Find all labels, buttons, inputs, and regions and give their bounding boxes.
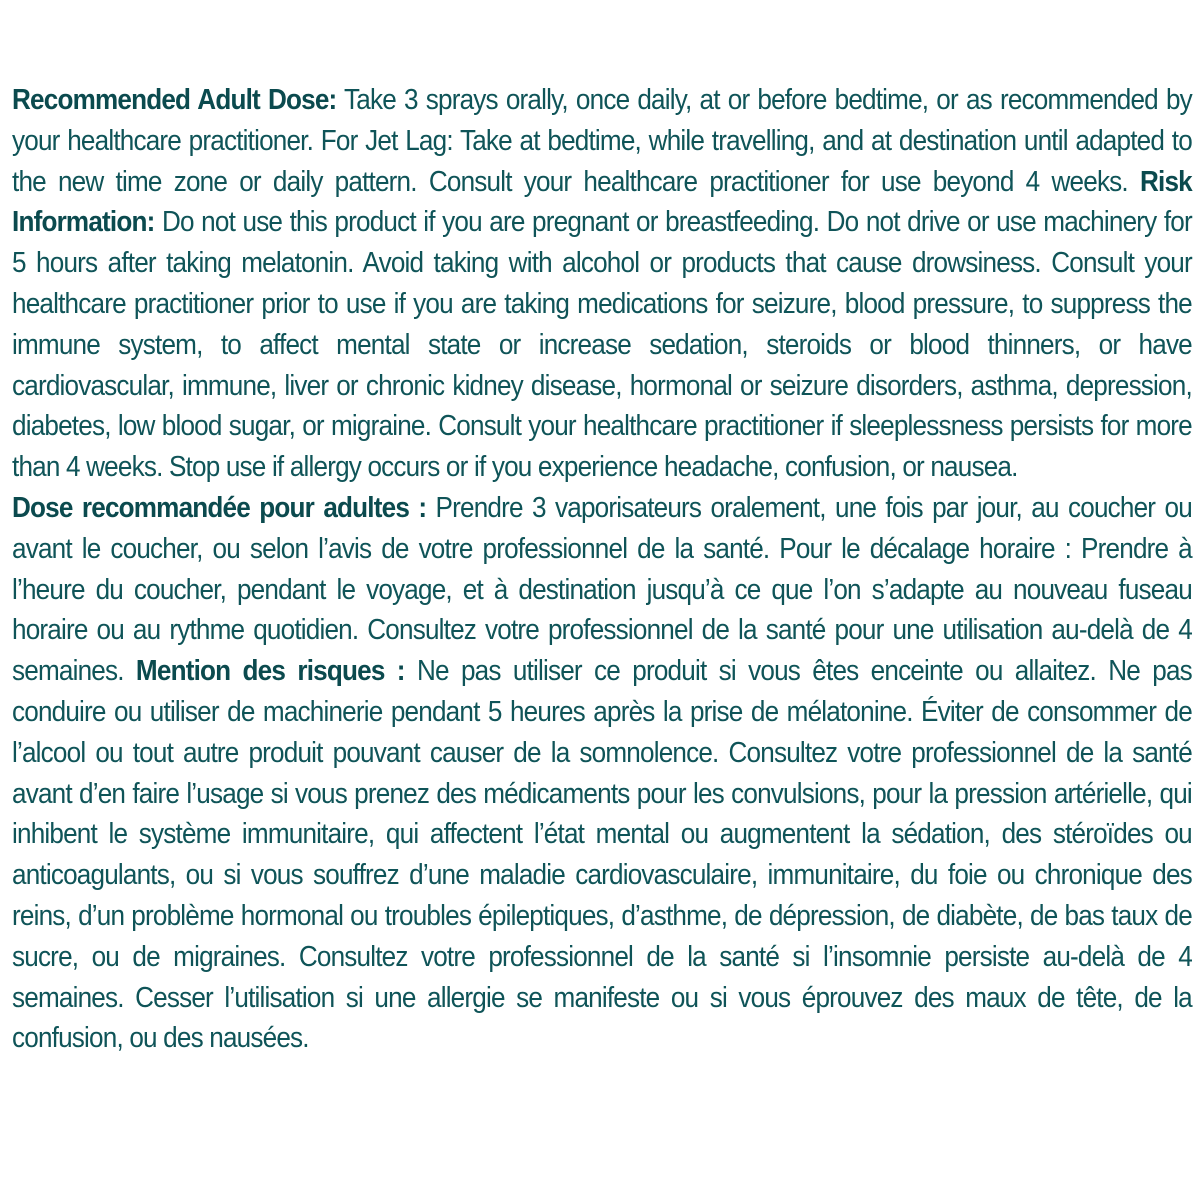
french-paragraph (12, 488, 1192, 1059)
risk-text-en: Do not use this product if you are pregnant or breastfeeding. Do not drive or use machinery for 5 hours after taking melatonin. Avoid taking with alcohol or products that cause drowsiness. Consult your healthcare practitioner prior to use if you are taking medications for seizure, blood pressure, to suppress the immune system, to affect mental state or increase sedation, steroids or blood thinners, or have cardiovascular, immune, liver or chronic kidney disease, hormonal or seizure disorders, asthma, depression, diabetes, low blood sugar, or migraine. Consult your healthcare practitioner if sleeplessness persists for more than 4 weeks. Stop use if allergy occurs or if you experience headache, confusion, or nausea. (12, 206, 1192, 484)
dose-text-fr: Prendre 3 vaporisateurs oralement, une fois par jour, au coucher ou avant le coucher, ou selon l’avis de votre professionnel de la santé. Pour le décalage horaire : Prendre à l’heure du coucher, pendant le voyage, et à destination jusqu’à ce que l’on s’adapte au nouveau fuseau horaire ou au rythme quotidien. Consultez votre professionnel de la santé pour une utilisation au-delà de 4 semaines. (12, 491, 1192, 688)
dose-heading-fr: Dose recommandée pour adultes : (12, 491, 427, 524)
dose-text-en: Take 3 sprays orally, once daily, at or before bedtime, or as recommended by your healthcare practitioner. For Jet Lag: Take at bedtime, while travelling, and at destination until adapted to the new time zone or daily pattern. Consult your healthcare practitioner for use beyond 4 weeks. (12, 84, 1192, 198)
risk-heading-fr: Mention des risques : (135, 655, 405, 688)
label-text-panel (12, 80, 1192, 1059)
risk-heading-en: Risk Information: (12, 165, 1192, 239)
dose-heading-en: Recommended Adult Dose: (12, 84, 337, 116)
risk-text-fr: Ne pas utiliser ce produit si vous êtes enceinte ou allaitez. Ne pas conduire ou utiliser de machinerie pendant 5 heures après la prise de mélatonine. Éviter de consommer de l’alcool ou tout autre produit pouvant causer de la somnolence. Consultez votre professionnel de la santé avant d’en faire l’usage si vous prenez des médicaments pour les convulsions, pour la pression artérielle, qui inhibent le système immunitaire, qui affectent l’état mental ou augmentent la sédation, des stéroïdes ou anticoagulants, ou si vous souffrez d’une maladie cardiovasculaire, immunitaire, du foie ou chronique des reins, d’un problème hormonal ou troubles épileptiques, d’asthme, de dépression, de diabète, de bas taux de sucre, ou de migraines. Consultez votre professionnel de la santé si l’insomnie persiste au-delà de 4 semaines. Cesser l’utilisation si une allergie se manifeste ou si vous éprouvez des maux de tête, de la confusion, ou des nausées. (12, 655, 1192, 1055)
english-paragraph (12, 80, 1192, 488)
